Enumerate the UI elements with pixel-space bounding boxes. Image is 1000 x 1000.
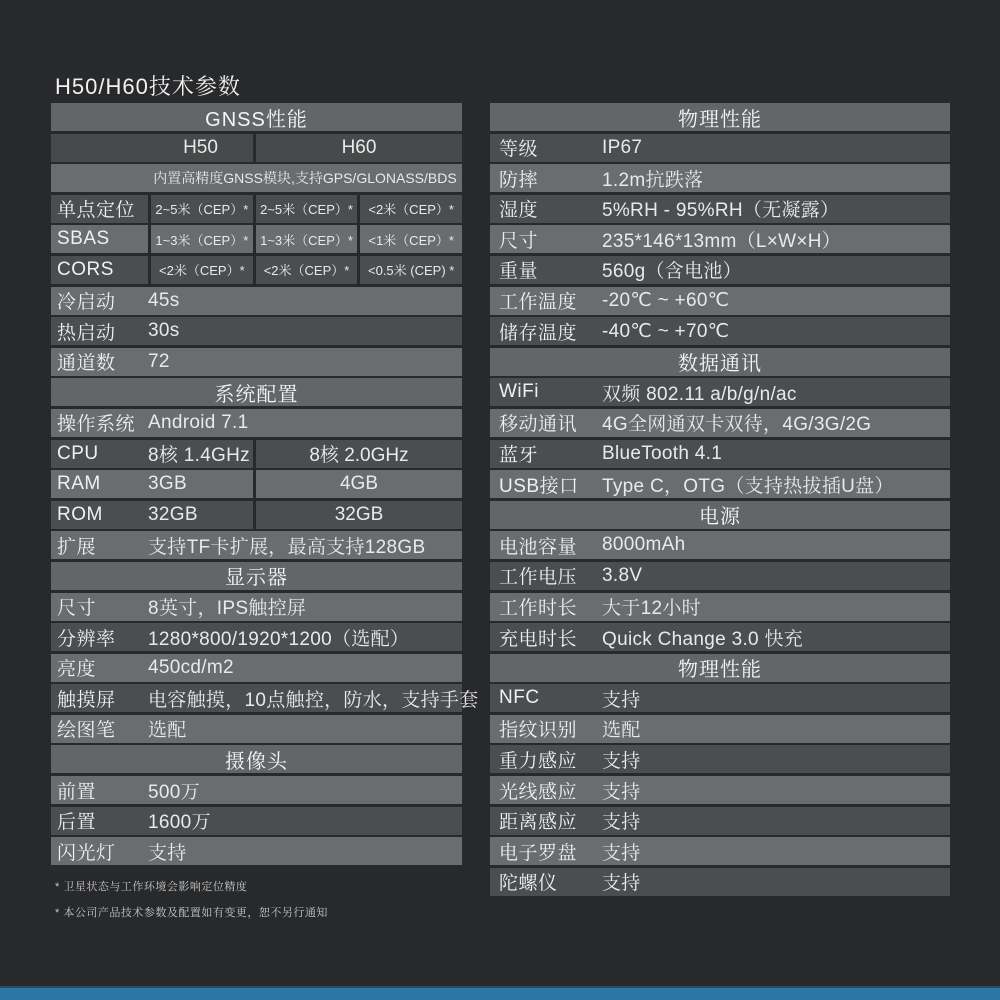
- spec-row: [490, 745, 950, 773]
- spec-row: [51, 470, 462, 498]
- row-value: 4G全网通双卡双待，4G/3G/2G: [602, 414, 872, 436]
- row-value: 选配: [148, 720, 187, 742]
- bottom-accent-bar: [0, 986, 1000, 1000]
- spec-row: [51, 256, 462, 284]
- row-value: 双频 802.11 a/b/g/n/ac: [602, 383, 797, 405]
- row-label: 冷启动: [57, 292, 116, 314]
- row-label: 单点定位: [57, 200, 136, 222]
- spec-row: [51, 776, 462, 804]
- row-value: 1600万: [148, 812, 211, 834]
- row-value: 8000mAh: [602, 534, 686, 556]
- row-value: 8英寸，IPS触控屏: [148, 598, 307, 619]
- row-value: 500万: [148, 781, 200, 803]
- spec-row: [51, 409, 462, 437]
- section-header: 系统配置: [51, 378, 462, 406]
- row-value: 电容触摸，10点触控，防水，支持手套: [148, 689, 479, 711]
- spec-row: [490, 562, 950, 590]
- spec-row: [490, 409, 950, 437]
- right-spec-table: [490, 103, 950, 898]
- row-label: 光线感应: [499, 781, 578, 803]
- row-label: 湿度: [499, 200, 539, 222]
- row-value: 支持: [602, 781, 641, 803]
- value-cell: <2米（CEP）*: [357, 195, 462, 223]
- footnotes: [55, 878, 328, 930]
- spec-row: [51, 164, 462, 192]
- row-label: 绘图笔: [57, 720, 116, 742]
- spec-row: [51, 715, 462, 743]
- row-label: CORS: [57, 258, 114, 280]
- row-value: 450cd/m2: [148, 656, 234, 678]
- spec-row: [490, 593, 950, 621]
- section-header: 数据通讯: [490, 348, 950, 376]
- spec-row: [51, 317, 462, 345]
- value-cell: <0.5米 (CEP) *: [357, 256, 462, 284]
- row-value: 5%RH - 95%RH（无凝露）: [602, 200, 840, 222]
- row-value: -40℃ ~ +70℃: [602, 320, 730, 342]
- row-label: 充电时长: [499, 628, 578, 650]
- spec-row: [51, 225, 462, 253]
- section-header: 摄像头: [51, 745, 462, 773]
- spec-row: [490, 868, 950, 896]
- spec-row: [490, 837, 950, 865]
- value-cell: 3GB: [148, 473, 187, 495]
- spec-row: [490, 256, 950, 284]
- spec-row: [490, 164, 950, 192]
- row-label: 防摔: [499, 169, 539, 191]
- spec-row: [51, 807, 462, 835]
- row-label: 储存温度: [499, 322, 578, 344]
- row-label: NFC: [499, 687, 540, 709]
- row-value: 72: [148, 350, 170, 372]
- row-value: 1.2m抗跌落: [602, 169, 704, 191]
- spec-row: [490, 684, 950, 712]
- row-value: 235*146*13mm（L×W×H）: [602, 230, 842, 252]
- row-value: 45s: [148, 289, 180, 311]
- row-label: SBAS: [57, 228, 110, 250]
- row-value: Android 7.1: [148, 411, 249, 433]
- model-cell: H50: [183, 136, 218, 158]
- row-value: Type C，OTG（支持热拔插U盘）: [602, 475, 894, 497]
- row-label: 触摸屏: [57, 689, 116, 711]
- row-label: 蓝牙: [499, 445, 539, 467]
- row-label: 扩展: [57, 536, 97, 558]
- spec-row: [490, 317, 950, 345]
- row-label: 操作系统: [57, 414, 136, 436]
- row-label: 距离感应: [499, 812, 578, 834]
- footnote-change-notice: * 本公司产品技术参数及配置如有变更，恕不另行通知: [55, 907, 328, 919]
- section-header: GNSS性能: [51, 103, 462, 131]
- row-label: RAM: [57, 473, 101, 495]
- row-value: 选配: [602, 720, 641, 742]
- value-cell: 8核 2.0GHz: [253, 440, 462, 468]
- row-value: 30s: [148, 320, 180, 342]
- row-label: 等级: [499, 139, 539, 161]
- value-cell: <2米（CEP）*: [148, 256, 253, 284]
- spec-row: [490, 287, 950, 315]
- value-cell: 2~5米（CEP）*: [253, 195, 358, 223]
- spec-row: [51, 134, 462, 162]
- spec-row: [490, 195, 950, 223]
- row-label: 闪光灯: [57, 842, 116, 864]
- row-value: 内置高精度GNSS模块,支持GPS/GLONASS/BDS: [153, 170, 457, 187]
- spec-row: [51, 501, 462, 529]
- spec-row: [490, 807, 950, 835]
- spec-row: [490, 470, 950, 498]
- page-title: H50/H60技术参数: [55, 74, 241, 99]
- row-label: 电池容量: [499, 536, 578, 558]
- row-label: 指纹识别: [499, 720, 578, 742]
- row-value: 支持: [602, 689, 641, 711]
- row-value: -20℃ ~ +60℃: [602, 290, 730, 312]
- row-label: 重力感应: [499, 750, 578, 772]
- value-cell: 2~5米（CEP）*: [148, 195, 253, 223]
- value-cell: <2米（CEP）*: [253, 256, 358, 284]
- row-label: 电子罗盘: [499, 842, 578, 864]
- row-label: 分辨率: [57, 628, 116, 650]
- row-value: 1280*800/1920*1200（选配）: [148, 628, 410, 650]
- spec-row: [51, 837, 462, 865]
- spec-row: [490, 531, 950, 559]
- row-value: 支持: [602, 750, 641, 772]
- section-header: 电源: [490, 501, 950, 529]
- value-cell: 32GB: [148, 503, 198, 525]
- spec-row: [51, 654, 462, 682]
- row-value: 支持TF卡扩展，最高支持128GB: [148, 536, 426, 558]
- row-value: 大于12小时: [602, 598, 701, 619]
- row-label: 亮度: [57, 659, 97, 681]
- spec-row: [490, 440, 950, 468]
- spec-row: [490, 715, 950, 743]
- row-label: 尺寸: [499, 230, 539, 252]
- row-label: 工作时长: [499, 598, 578, 619]
- spec-row: [51, 593, 462, 621]
- row-value: 560g（含电池）: [602, 261, 742, 283]
- row-value: 支持: [602, 812, 641, 834]
- left-spec-table: [51, 103, 479, 868]
- row-label: 移动通讯: [499, 414, 578, 436]
- row-label: 重量: [499, 261, 539, 283]
- spec-row: [51, 531, 462, 559]
- spec-row: [490, 623, 950, 651]
- section-header: 物理性能: [490, 654, 950, 682]
- row-label: 尺寸: [57, 598, 97, 619]
- row-value: 支持: [602, 873, 641, 895]
- row-value: IP67: [602, 136, 643, 158]
- row-label: WiFi: [499, 381, 539, 403]
- row-value: 支持: [148, 842, 187, 864]
- spec-row: [51, 348, 462, 376]
- value-cell: 8核 1.4GHz: [148, 445, 250, 467]
- row-label: USB接口: [499, 475, 579, 497]
- spec-row: [51, 623, 462, 651]
- value-cell: <1米（CEP）*: [357, 225, 462, 253]
- spec-row: [51, 195, 462, 223]
- value-cell: 32GB: [253, 501, 462, 529]
- row-label: 陀螺仪: [499, 873, 558, 895]
- spec-row: [51, 684, 479, 712]
- row-value: 3.8V: [602, 564, 643, 586]
- value-cell: 1~3米（CEP）*: [148, 225, 253, 253]
- footnote-accuracy: * 卫星状态与工作环境会影响定位精度: [55, 881, 248, 893]
- row-label: CPU: [57, 442, 99, 464]
- row-label: 工作温度: [499, 292, 578, 314]
- spec-row: [490, 776, 950, 804]
- spec-row: [490, 378, 950, 406]
- section-header: 物理性能: [490, 103, 950, 131]
- model-cell: H60: [253, 134, 462, 162]
- row-label: 工作电压: [499, 567, 578, 589]
- row-value: BlueTooth 4.1: [602, 442, 723, 464]
- value-cell: 1~3米（CEP）*: [253, 225, 358, 253]
- row-label: 通道数: [57, 353, 116, 375]
- row-label: ROM: [57, 503, 103, 525]
- row-label: 热启动: [57, 322, 116, 344]
- spec-row: [51, 440, 462, 468]
- spec-row: [51, 287, 462, 315]
- value-cell: 4GB: [253, 470, 462, 498]
- section-header: 显示器: [51, 562, 462, 590]
- row-value: Quick Change 3.0 快充: [602, 628, 804, 650]
- spec-row: [490, 225, 950, 253]
- spec-row: [490, 134, 950, 162]
- row-value: 支持: [602, 842, 641, 864]
- row-label: 后置: [57, 812, 97, 834]
- row-label: 前置: [57, 781, 97, 803]
